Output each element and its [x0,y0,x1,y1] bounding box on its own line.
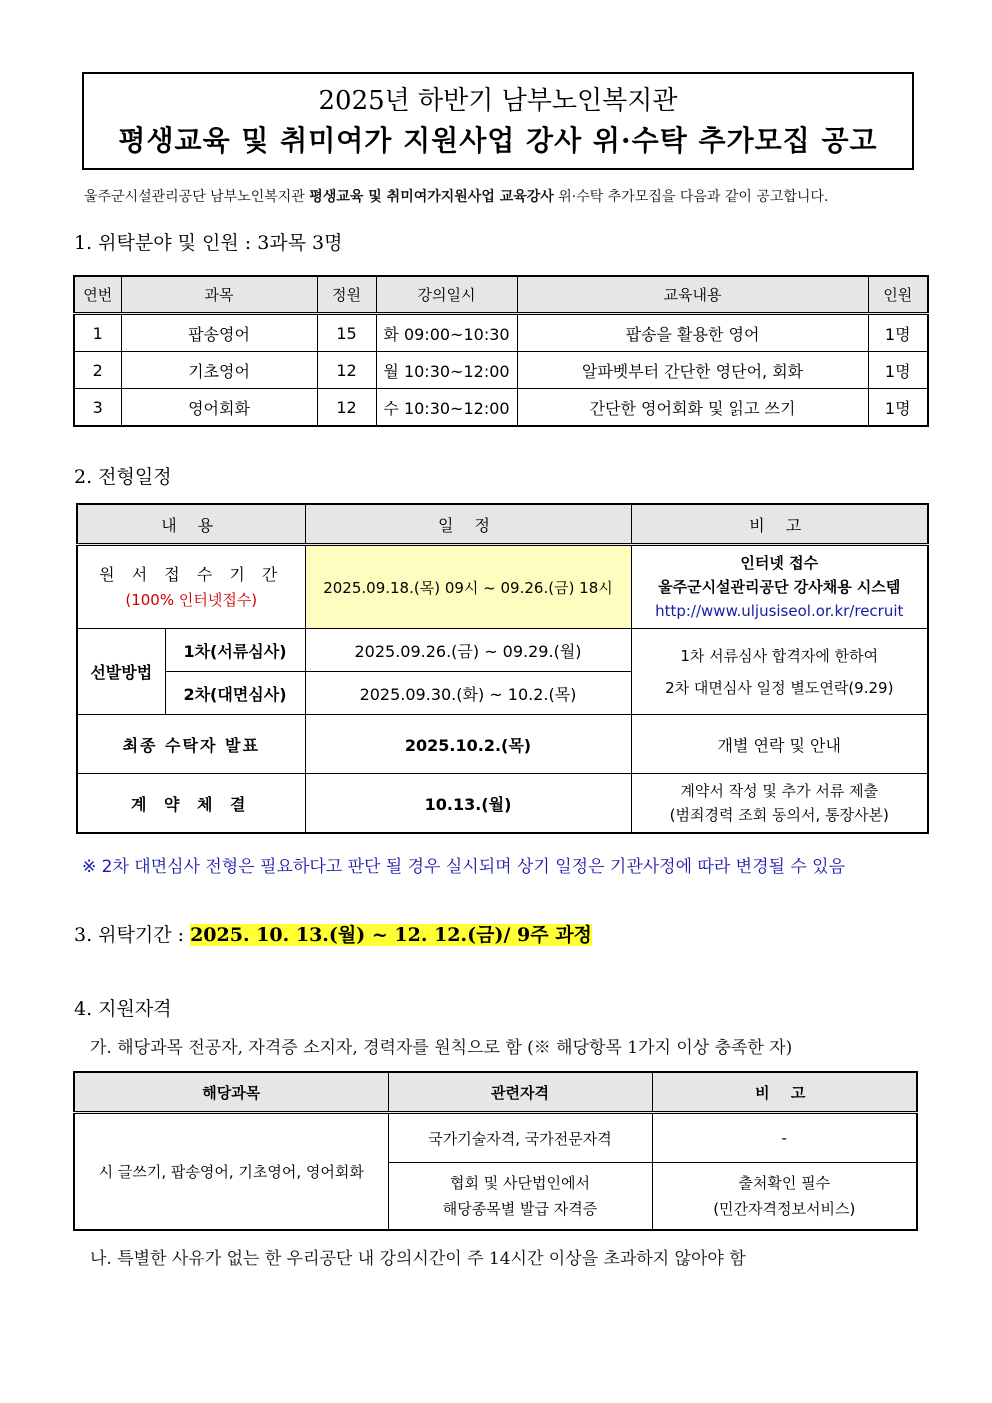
section3-label: 3. 위탁기간 : [74,924,191,946]
contract-note-2: (범죄경력 조회 동의서, 통장사본) [669,806,889,824]
cell-count: 1명 [868,389,928,427]
qualification-private-note-2: (민간자격정보서비스) [713,1200,856,1218]
cell-subject: 팝송영어 [121,314,317,352]
title-line-2: 평생교육 및 취미여가 지원사업 강사 위·수탁 추가모집 공고 [118,124,878,157]
intro-text [84,186,914,206]
qualification-national-note: - [652,1113,917,1163]
col-header-subject: 과목 [121,276,317,314]
selection-note-2: 2차 대면심사 일정 별도연락(9.29) [665,678,894,697]
application-label: 원 서 접 수 기 간 [99,565,284,584]
cell-no: 2 [74,352,121,389]
section3-line [74,920,592,947]
table-header-row [74,1072,917,1113]
section1-heading: 1. 위탁분야 및 인원 : 3과목 3명 [74,232,343,254]
qualification-private-1: 협회 및 사단법인에서 [450,1174,590,1192]
col-header-capacity: 정원 [317,276,376,314]
cell-no: 1 [74,314,121,352]
table-row [74,1113,917,1163]
selection-note-cell [631,629,928,715]
selection-row-1 [77,629,928,672]
col-header-content: 교육내용 [517,276,868,314]
cell-content: 팝송을 활용한 영어 [517,314,868,352]
col-header-content: 내 용 [77,504,305,545]
selection-stage-2: 2차(대면심사) [165,672,305,715]
contract-note-cell [631,774,928,834]
application-note-1: 인터넷 접수 [740,554,819,572]
schedule-footnote: ※ 2차 대면심사 전형은 필요하다고 판단 될 경우 실시되며 상기 일정은 기관사정에 따라 변경될 수 있음 [82,857,845,877]
subjects-cell: 시 글쓰기, 팝송영어, 기초영어, 영어회화 [74,1113,388,1231]
recruit-url-link[interactable]: http://www.uljusiseol.or.kr/recruit [655,602,904,620]
col-header-note: 비 고 [652,1072,917,1113]
schedule-table [76,503,929,834]
selection-stage-1: 1차(서류심사) [165,629,305,672]
final-row [77,715,928,774]
col-header-note: 비 고 [631,504,928,545]
application-row [77,545,928,629]
table-header-row [77,504,928,545]
section4-heading: 4. 지원자격 [74,998,172,1020]
section4-item-na: 나. 특별한 사유가 없는 한 우리공단 내 강의시간이 주 14시간 이상을 초과하지 않아야 함 [90,1249,746,1269]
table-row [74,389,928,427]
qualification-private-note-1: 출처확인 필수 [738,1174,831,1192]
subjects-table [73,275,929,427]
final-date: 2025.10.2.(목) [305,715,631,774]
selection-note-1: 1차 서류심사 합격자에 한하여 [680,646,879,665]
cell-capacity: 12 [317,389,376,427]
contract-label: 계 약 체 결 [77,774,305,834]
qualification-private-note-cell [652,1163,917,1231]
selection-stage-2-date: 2025.09.30.(화) ~ 10.2.(목) [305,672,631,715]
qualification-private-2: 해당종목별 발급 자격증 [442,1200,598,1218]
title-line-1: 2025년 하반기 남부노인복지관 [318,86,678,116]
application-note-cell [631,545,928,629]
cell-schedule: 화 09:00~10:30 [376,314,517,352]
cell-content: 알파벳부터 간단한 영단어, 회화 [517,352,868,389]
section4-item-ga: 가. 해당과목 전공자, 자격증 소지자, 경력자를 원칙으로 함 (※ 해당항목 1가지 이상 충족한 자) [90,1038,793,1058]
title-box [82,72,914,170]
table-row [74,352,928,389]
final-note: 개별 연락 및 안내 [631,715,928,774]
col-header-subjects: 해당과목 [74,1072,388,1113]
selection-stage-1-date: 2025.09.26.(금) ~ 09.29.(월) [305,629,631,672]
intro-bold: 평생교육 및 취미여가지원사업 교육강사 [309,189,554,205]
contract-note-1: 계약서 작성 및 추가 서류 제출 [680,782,879,800]
contract-row [77,774,928,834]
selection-label: 선발방법 [77,629,165,715]
col-header-schedule: 강의일시 [376,276,517,314]
cell-subject: 기초영어 [121,352,317,389]
intro-pre: 울주군시설관리공단 남부노인복지관 [84,189,310,205]
col-header-qualification: 관련자격 [388,1072,652,1113]
col-header-no: 연번 [74,276,121,314]
table-row [74,314,928,352]
qualification-table [73,1071,918,1231]
intro-post: 위·수탁 추가모집을 다음과 같이 공고합니다. [553,189,829,205]
col-header-date: 일 정 [305,504,631,545]
cell-schedule: 수 10:30~12:00 [376,389,517,427]
final-label: 최종 수탁자 발표 [77,715,305,774]
application-sublabel: (100% 인터넷접수) [125,591,258,609]
cell-capacity: 12 [317,352,376,389]
qualification-national: 국가기술자격, 국가전문자격 [388,1113,652,1163]
application-date: 2025.09.18.(목) 09시 ~ 09.26.(금) 18시 [305,545,631,629]
application-label-cell [77,545,305,629]
cell-capacity: 15 [317,314,376,352]
section3-period: 2025. 10. 13.(월) ~ 12. 12.(금)/ 9주 과정 [190,924,592,946]
cell-subject: 영어회화 [121,389,317,427]
cell-count: 1명 [868,352,928,389]
qualification-private-cell [388,1163,652,1231]
cell-content: 간단한 영어회화 및 읽고 쓰기 [517,389,868,427]
contract-date: 10.13.(월) [305,774,631,834]
section2-heading: 2. 전형일정 [74,466,172,488]
application-note-2: 울주군시설관리공단 강사채용 시스템 [658,578,901,596]
col-header-count: 인원 [868,276,928,314]
table-header-row [74,276,928,314]
cell-count: 1명 [868,314,928,352]
cell-no: 3 [74,389,121,427]
cell-schedule: 월 10:30~12:00 [376,352,517,389]
